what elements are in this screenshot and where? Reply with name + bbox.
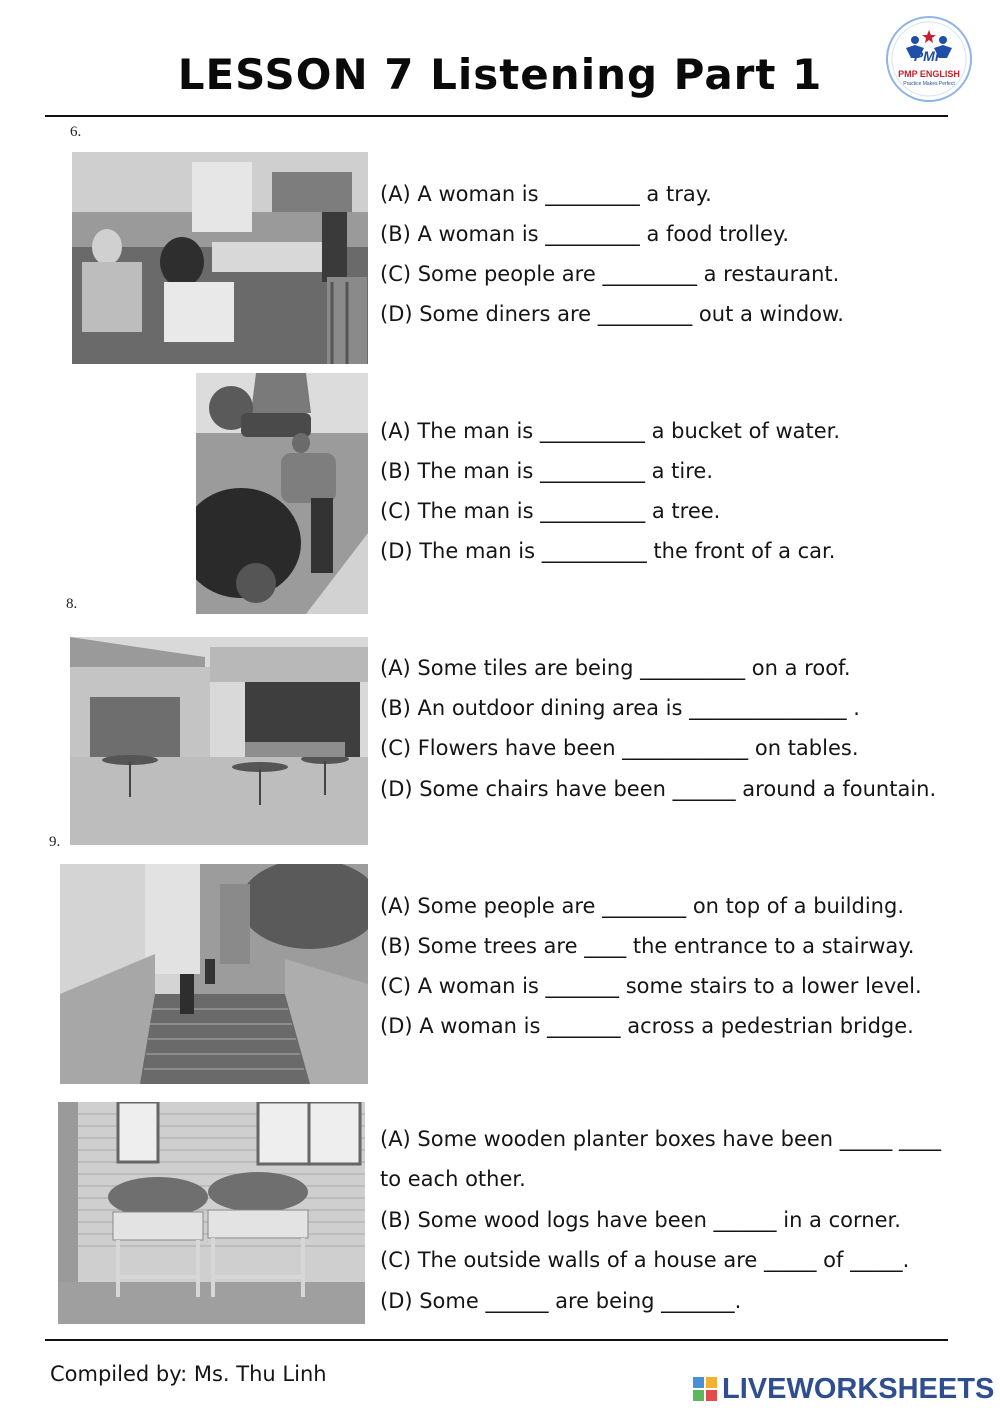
option-line: (D) Some diners are _________ out a window. [380, 302, 844, 326]
option-line: (A) Some wooden planter boxes have been _____ ____ [380, 1127, 941, 1151]
liveworksheets-wordmark: LIVEWORKSHEETS [722, 1372, 995, 1405]
logo-tagline: Practice Makes Perfect [903, 81, 955, 87]
stairway-photo [60, 864, 368, 1084]
option-line: (A) Some tiles are being __________ on a roof. [380, 656, 851, 680]
option-line: (A) Some people are ________ on top of a building. [380, 894, 904, 918]
option-line: to each other. [380, 1167, 526, 1191]
question-number: 9. [49, 834, 61, 850]
question-number: 6. [70, 124, 82, 140]
option-line: (B) A woman is _________ a food trolley. [380, 222, 790, 246]
planter-photo [58, 1102, 365, 1324]
pmp-english-logo [886, 16, 972, 102]
logo-mark: PMP [913, 48, 945, 64]
option-line: (D) A woman is _______ across a pedestrian bridge. [380, 1014, 914, 1038]
option-line: (B) Some trees are ____ the entrance to a stairway. [380, 934, 915, 958]
patio-photo [70, 637, 368, 845]
page-title: LESSON 7 Listening Part 1 [177, 50, 823, 99]
option-line: (C) The man is __________ a tree. [380, 499, 721, 523]
option-line: (D) The man is __________ the front of a car. [380, 539, 836, 563]
man-car-photo [196, 373, 368, 614]
option-line: (C) The outside walls of a house are _____ of _____. [380, 1248, 910, 1272]
footer-rule [45, 1339, 948, 1341]
option-line: (C) A woman is _______ some stairs to a lower level. [380, 974, 922, 998]
option-line: (C) Some people are _________ a restaurant. [380, 262, 840, 286]
restaurant-photo [72, 152, 368, 364]
liveworksheets-logo-icon [692, 1376, 718, 1402]
option-line: (D) Some chairs have been ______ around a fountain. [380, 777, 937, 801]
option-line: (C) Flowers have been ____________ on tables. [380, 736, 859, 760]
option-line: (B) An outdoor dining area is _______________ . [380, 696, 860, 720]
header-rule [45, 115, 948, 117]
option-line: (B) The man is __________ a tire. [380, 459, 714, 483]
compiled-by-credit: Compiled by: Ms. Thu Linh [50, 1362, 327, 1386]
option-line: (A) The man is __________ a bucket of water. [380, 419, 841, 443]
question-number: 8. [66, 596, 78, 612]
liveworksheets-brand [692, 1372, 994, 1406]
option-line: (A) A woman is _________ a tray. [380, 182, 712, 206]
option-line: (B) Some wood logs have been ______ in a corner. [380, 1208, 901, 1232]
option-line: (D) Some ______ are being _______. [380, 1289, 742, 1313]
logo-text: PMP ENGLISH [898, 69, 960, 79]
